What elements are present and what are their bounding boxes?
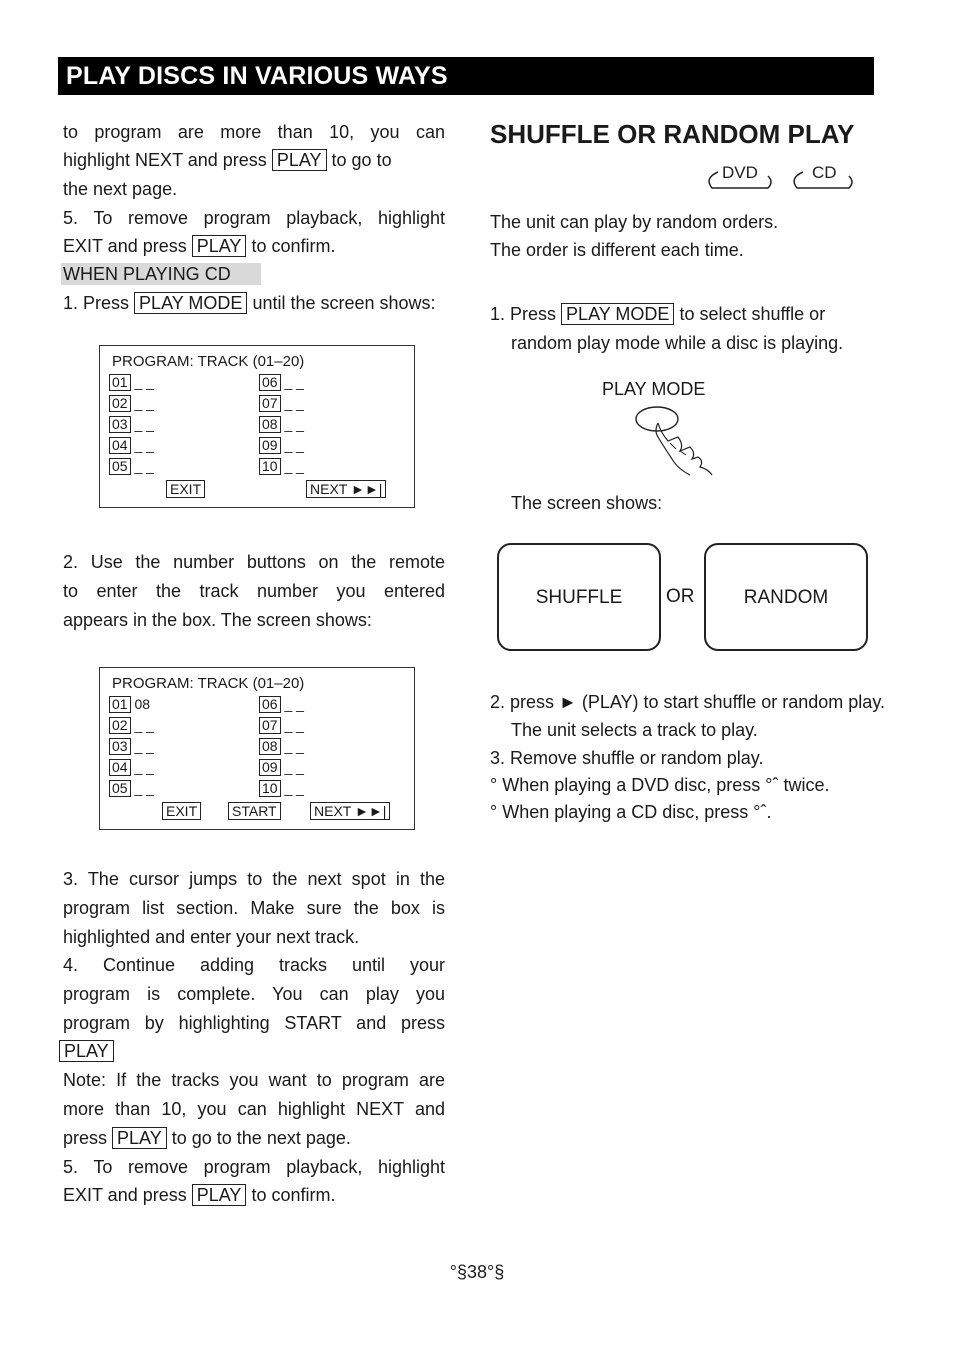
text-line: press PLAY to go to the next page.: [63, 1128, 351, 1148]
text-line: The unit selects a track to play.: [511, 720, 758, 740]
play-key-label: PLAY: [59, 1040, 114, 1062]
next-option: NEXT ►►|: [310, 802, 390, 820]
shuffle-screen: [497, 543, 661, 651]
track-slot: 05 _ _: [109, 458, 154, 475]
track-slot: 05 _ _: [109, 780, 154, 797]
text-line: EXIT and press PLAY to confirm.: [63, 236, 336, 256]
page-header: [58, 57, 874, 95]
play-key-label: PLAY: [112, 1127, 167, 1149]
text-line: EXIT and press PLAY to confirm.: [63, 1185, 336, 1205]
track-slot: 01 _ _: [109, 374, 154, 391]
screen-title: PROGRAM: TRACK (01–20): [112, 675, 305, 692]
page-number: °§38°§: [449, 1262, 505, 1282]
finger-pressing-button-icon: [628, 403, 720, 479]
next-option: NEXT ►►|: [306, 480, 386, 498]
text-line: more than 10, you can highlight NEXT and: [63, 1099, 445, 1119]
text-line: to program are more than 10, you can: [63, 122, 445, 142]
track-slot: 02 _ _: [109, 717, 154, 734]
start-option: START: [228, 802, 281, 820]
play-mode-key-label: PLAY MODE: [561, 303, 674, 325]
text-line: program by highlighting START and press: [63, 1013, 445, 1033]
text-line: 5. To remove program playback, highlight: [63, 208, 445, 228]
text-line: highlighted and enter your next track.: [63, 927, 360, 947]
track-slot: 01 08: [109, 696, 150, 713]
text-line: the next page.: [63, 179, 178, 199]
text-line: [59, 1040, 114, 1062]
track-slot: 06 _ _: [259, 696, 304, 713]
text-line: 2. press ► (PLAY) to start shuffle or random play.: [490, 692, 885, 712]
track-slot: 04 _ _: [109, 437, 154, 454]
play-key-label: PLAY: [192, 1184, 247, 1206]
track-slot: 03 _ _: [109, 738, 154, 755]
play-key-label: PLAY: [192, 235, 247, 257]
text-line: 3. Remove shuffle or random play.: [490, 748, 764, 768]
track-slot: 06 _ _: [259, 374, 304, 391]
page-header-title: PLAY DISCS IN VARIOUS WAYS: [66, 62, 448, 90]
text-line: to enter the track number you entered: [63, 581, 445, 601]
text-line: 5. To remove program playback, highlight: [63, 1157, 445, 1177]
button-illustration-label: PLAY MODE: [602, 379, 706, 399]
track-slot: 07 _ _: [259, 395, 304, 412]
text-line: Note: If the tracks you want to program are: [63, 1070, 445, 1090]
bullet-item: ° When playing a DVD disc, press °ˆ twice.: [490, 775, 830, 795]
track-slot: 07 _ _: [259, 717, 304, 734]
text-line: The unit can play by random orders.: [490, 212, 779, 232]
track-slot: 03 _ _: [109, 416, 154, 433]
text-line: The order is different each time.: [490, 240, 744, 260]
track-slot: 09 _ _: [259, 759, 304, 776]
screen-title: PROGRAM: TRACK (01–20): [112, 353, 305, 370]
track-slot: 10 _ _: [259, 780, 304, 797]
text-line: 2. Use the number buttons on the remote: [63, 552, 445, 572]
text-line: random play mode while a disc is playing.: [511, 333, 844, 353]
section-title: SHUFFLE OR RANDOM PLAY: [490, 119, 855, 149]
exit-option: EXIT: [166, 480, 205, 498]
text-line: highlight NEXT and press PLAY to go to: [63, 150, 392, 170]
disc-type-cd: CD: [812, 163, 837, 182]
track-slot: 10 _ _: [259, 458, 304, 475]
track-slot: 02 _ _: [109, 395, 154, 412]
track-slot: 09 _ _: [259, 437, 304, 454]
disc-type-icons: [700, 158, 860, 194]
text-line: program list section. Make sure the box is: [63, 898, 445, 918]
track-slot: 08 _ _: [259, 416, 304, 433]
play-mode-key-label: PLAY MODE: [134, 292, 247, 314]
track-slot: 08 _ _: [259, 738, 304, 755]
random-label: RANDOM: [743, 587, 829, 608]
text-line: The screen shows:: [511, 493, 663, 513]
or-label: OR: [666, 586, 695, 607]
text-line: 3. The cursor jumps to the next spot in the: [63, 869, 445, 889]
text-line: program is complete. You can play you: [63, 984, 445, 1004]
random-screen: [704, 543, 868, 651]
text-line: 4. Continue adding tracks until your: [63, 955, 445, 975]
text-line: 1. Press PLAY MODE until the screen shows:: [63, 293, 436, 313]
bullet-item: ° When playing a CD disc, press °ˆ.: [490, 802, 772, 822]
disc-type-dvd: DVD: [722, 163, 758, 182]
shuffle-label: SHUFFLE: [535, 587, 623, 608]
program-screen-1: [99, 345, 415, 508]
text-line: 1. Press PLAY MODE to select shuffle or: [490, 304, 826, 324]
section-heading-cd: WHEN PLAYING CD: [61, 263, 261, 285]
track-slot: 04 _ _: [109, 759, 154, 776]
text-line: appears in the box. The screen shows:: [63, 610, 372, 630]
exit-option: EXIT: [162, 802, 201, 820]
play-key-label: PLAY: [272, 149, 327, 171]
program-screen-2: [99, 667, 415, 830]
